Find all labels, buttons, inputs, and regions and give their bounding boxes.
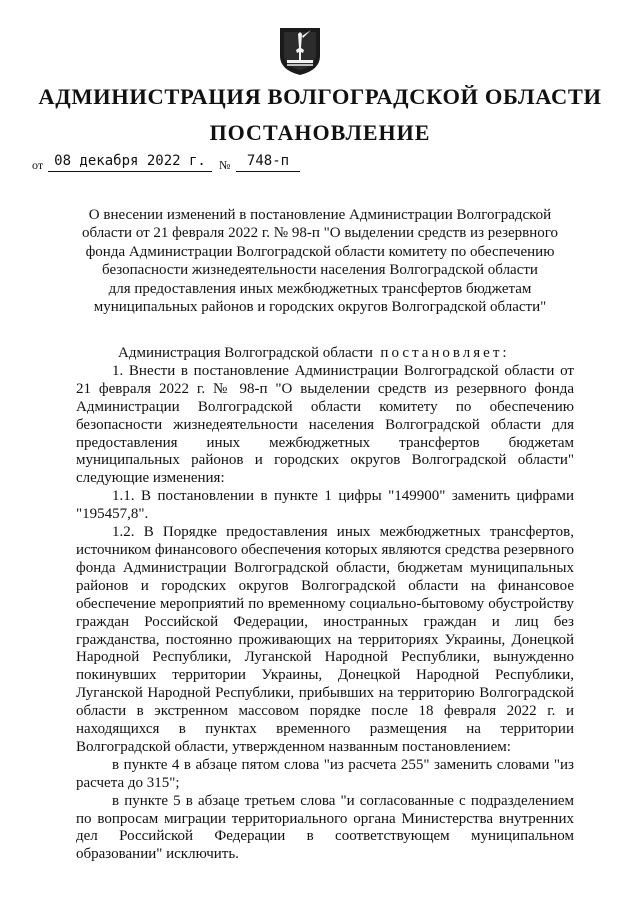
volgograd-coat-of-arms-icon: [278, 26, 322, 76]
preamble-verb: постановляет:: [380, 345, 510, 361]
title-line: муниципальных районов и городских округов Волгоградской области": [93, 299, 547, 316]
document-type: ПОСТАНОВЛЕНИЕ: [209, 120, 431, 145]
amendment-point-5: в пункте 5 в абзаце третьем слова "и согласованные с подразделением по вопросам миграции территориального органа Министерства внутренних дел Российской Федерации в соответствующем муниципальном образовании" исключить.: [76, 792, 574, 863]
title-line: области от 21 февраля 2022 г. № 98-п "О выделении средств из резервного: [81, 225, 559, 242]
preamble: [76, 345, 574, 363]
document-body: [76, 345, 574, 864]
paragraph-1-2: 1.2. В Порядке предоставления иных межбюджетных трансфертов, источником финансового обеспечения которых являются средства резервного фонда Администрации Волгоградской области, бюджетам муниципальных районов и городских округов Волгоградской области на финансовое обеспечение мероприятий по временному социально-бытовому обустройству граждан Российской Федерации, иностранных граждан и лиц без гражданства, постоянно проживающих на территориях Украины, Донецкой Народной Республики, Луганской Народной Республики, вынужденно покинувших территории Украины, Донецкой Народной Республики, Луганской Народной Республики, прибывших на территорию Волгоградской области в экстренном массовом порядке после 18 февраля 2022 г. и находящихся в пунктах временного размещения на территории Волгоградской области, утвержденном названным постановлением:: [76, 524, 574, 755]
registration-line: [32, 148, 332, 178]
amendment-point-4: в пункте 4 в абзаце пятом слова "из расчета 255" заменить словами "из расчета до 315";: [76, 756, 574, 791]
title-line: для предоставления иных межбюджетных трансфертов бюджетам: [108, 280, 532, 297]
title-line: О внесении изменений в постановление Администрации Волгоградской: [88, 207, 552, 223]
title-line: безопасности жизнедеятельности населения Волгоградской области: [102, 262, 538, 279]
preamble-subject: Администрация Волгоградской области: [118, 345, 373, 361]
date-label: от: [32, 158, 44, 172]
number-label: №: [219, 158, 231, 172]
paragraph-1: 1. Внести в постановление Администрации Волгоградской области от 21 февраля 2022 г. № 98-п "О выделении средств из резервного фонда Администрации Волгоградской области комитету по обеспечению безопасности жизнедеятельности населения Волгоградской области для предоставления иных межбюджетных трансфертов бюджетам муниципальных районов и городских округов Волгоградской области" следующие изменения:: [76, 362, 574, 487]
document-date: 08 декабря 2022 г.: [48, 151, 212, 172]
paragraph-1-1: 1.1. В постановлении в пункте 1 цифры "149900" заменить цифрами "195457,8".: [76, 488, 574, 523]
title-line: фонда Администрации Волгоградской области комитету по обеспечению: [85, 243, 555, 260]
document-number: 748-п: [236, 151, 300, 172]
organization-name: АДМИНИСТРАЦИЯ ВОЛГОГРАДСКОЙ ОБЛАСТИ: [38, 84, 602, 109]
document-title: [78, 206, 562, 316]
